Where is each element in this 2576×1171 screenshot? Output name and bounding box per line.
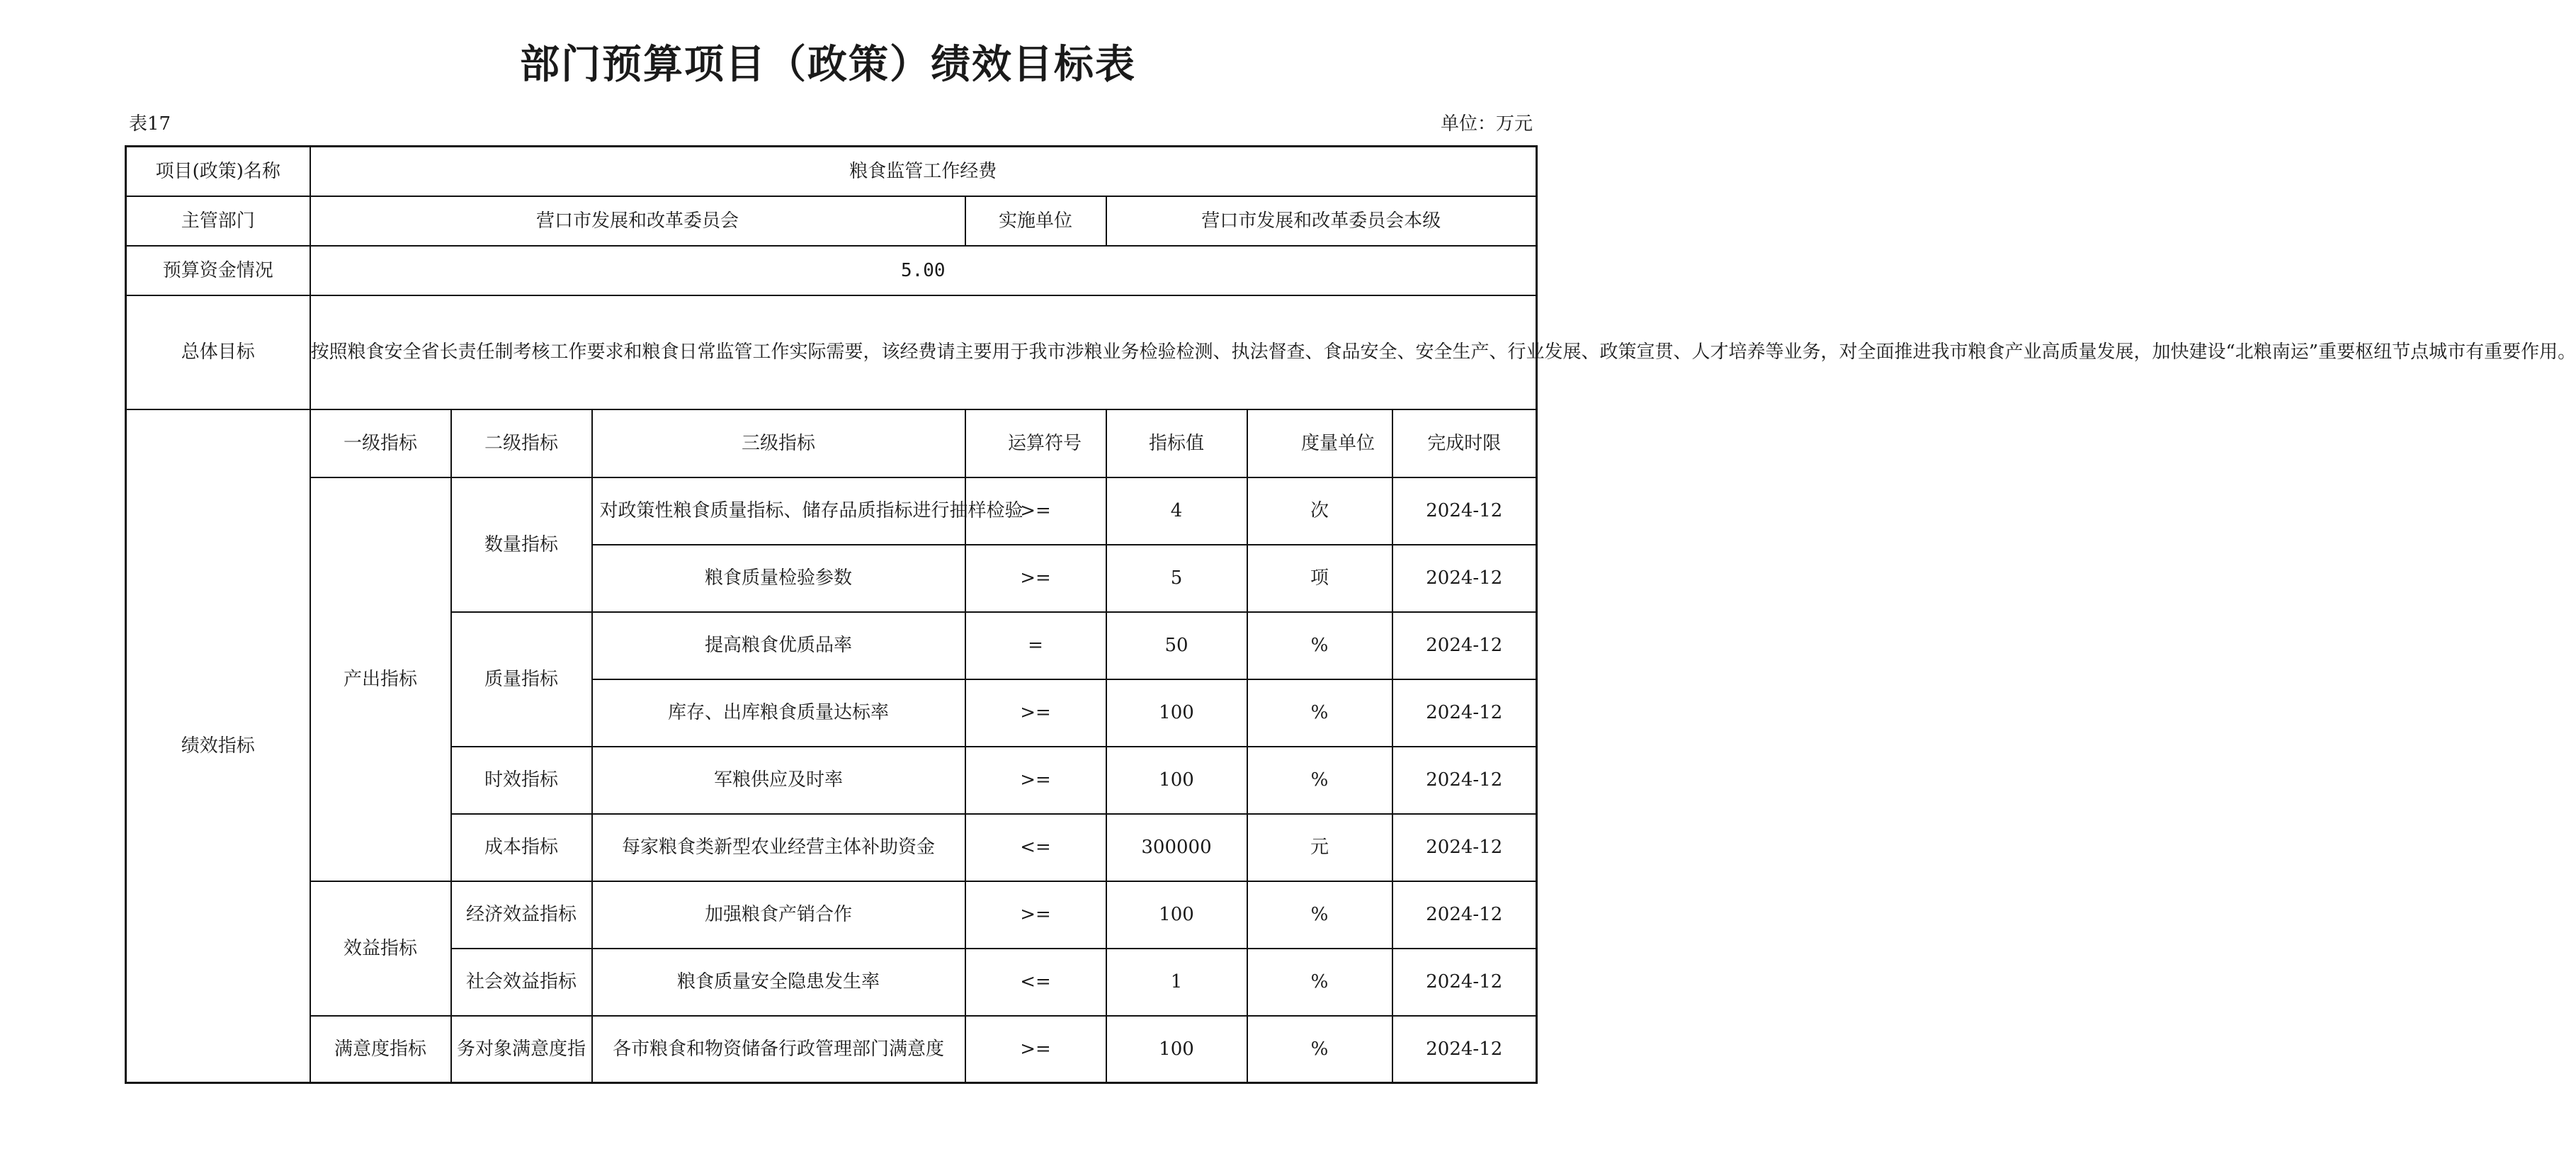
dept-label: 主管部门 [126, 196, 310, 246]
unit-cell: 元 [1247, 814, 1392, 881]
unit-cell: % [1247, 881, 1392, 949]
level2-quantity: 数量指标 [451, 477, 592, 612]
header-measure-unit: 度量单位 [1247, 409, 1392, 477]
unit-cell: % [1247, 679, 1392, 747]
value-cell: 4 [1106, 477, 1247, 545]
indicator-header-row [126, 409, 1537, 477]
project-name-label: 项目(政策)名称 [126, 147, 310, 196]
level3-name: 军粮供应及时率 [592, 747, 965, 814]
table-row [126, 477, 1537, 545]
deadline-cell: 2024-12 [1392, 679, 1537, 747]
deadline-cell: 2024-12 [1392, 814, 1537, 881]
value-cell: 100 [1106, 881, 1247, 949]
deadline-cell: 2024-12 [1392, 881, 1537, 949]
operator-cell: = [965, 612, 1106, 679]
header-level1: 一级指标 [310, 409, 451, 477]
level3-name: 每家粮食类新型农业经营主体补助资金 [592, 814, 965, 881]
level3-name: 对政策性粮食质量指标、储存品质指标进行抽样检验 [592, 477, 965, 545]
operator-cell: <= [965, 949, 1106, 1016]
budget-value: 5.00 [310, 246, 1537, 295]
level3-name: 加强粮食产销合作 [592, 881, 965, 949]
table-row [126, 1016, 1537, 1083]
unit-label: 单位：万元 [1440, 113, 1533, 135]
project-row [126, 147, 1537, 196]
header-target-value: 指标值 [1106, 409, 1247, 477]
project-name-value: 粮食监管工作经费 [310, 147, 1537, 196]
level3-name: 提高粮食优质品率 [592, 612, 965, 679]
deadline-cell: 2024-12 [1392, 949, 1537, 1016]
deadline-cell: 2024-12 [1392, 477, 1537, 545]
deadline-cell: 2024-12 [1392, 747, 1537, 814]
level1-satisfaction: 满意度指标 [310, 1016, 451, 1083]
department-row [126, 196, 1537, 246]
goal-row [126, 295, 1537, 409]
goal-text: 按照粮食安全省长责任制考核工作要求和粮食日常监管工作实际需要，该经费请主要用于我市涉粮业务检验检测、执法督查、食品安全、安全生产、行业发展、政策宣贯、人才培养等业务，对全面推进我市粮食产业高质量发展，加快建设“北粮南运”重要枢纽节点城市有重要作用。 [310, 295, 1537, 409]
operator-cell: >= [965, 679, 1106, 747]
value-cell: 1 [1106, 949, 1247, 1016]
unit-cell: % [1247, 1016, 1392, 1083]
deadline-cell: 2024-12 [1392, 612, 1537, 679]
dept-value: 营口市发展和改革委员会 [310, 196, 965, 246]
level1-benefit: 效益指标 [310, 881, 451, 1016]
performance-table [125, 145, 2576, 1084]
page-title: 部门预算项目（政策）绩效目标表 [520, 42, 1136, 88]
operator-cell: >= [965, 881, 1106, 949]
header-deadline: 完成时限 [1392, 409, 1537, 477]
value-cell: 100 [1106, 679, 1247, 747]
deadline-cell: 2024-12 [1392, 1016, 1537, 1083]
level3-name: 各市粮食和物资储备行政管理部门满意度 [592, 1016, 965, 1083]
unit-cell: % [1247, 949, 1392, 1016]
table-number: 表17 [129, 113, 171, 135]
header-operator: 运算符号 [965, 409, 1106, 477]
value-cell: 300000 [1106, 814, 1247, 881]
operator-cell: >= [965, 1016, 1106, 1083]
level2-timeliness: 时效指标 [451, 747, 592, 814]
value-cell: 5 [1106, 545, 1247, 612]
level2-cost: 成本指标 [451, 814, 592, 881]
level3-name: 粮食质量检验参数 [592, 545, 965, 612]
operator-cell: >= [965, 747, 1106, 814]
operator-cell: >= [965, 477, 1106, 545]
level2-service-satisfaction: 务对象满意度指 [451, 1016, 592, 1083]
budget-label: 预算资金情况 [126, 246, 310, 295]
unit-cell: % [1247, 612, 1392, 679]
level2-economic: 经济效益指标 [451, 881, 592, 949]
unit-cell: 次 [1247, 477, 1392, 545]
level2-quality: 质量指标 [451, 612, 592, 747]
level1-output: 产出指标 [310, 477, 451, 881]
table-row [126, 881, 1537, 949]
unit-cell: 项 [1247, 545, 1392, 612]
operator-cell: >= [965, 545, 1106, 612]
operator-cell: <= [965, 814, 1106, 881]
budget-row [126, 246, 1537, 295]
deadline-cell: 2024-12 [1392, 545, 1537, 612]
value-cell: 100 [1106, 747, 1247, 814]
impl-label: 实施单位 [965, 196, 1106, 246]
impl-value: 营口市发展和改革委员会本级 [1106, 196, 1537, 246]
indicators-section-label: 绩效指标 [126, 409, 310, 1083]
level2-social: 社会效益指标 [451, 949, 592, 1016]
header-level2: 二级指标 [451, 409, 592, 477]
header-level3: 三级指标 [592, 409, 965, 477]
goal-label: 总体目标 [126, 295, 310, 409]
level3-name: 粮食质量安全隐患发生率 [592, 949, 965, 1016]
value-cell: 50 [1106, 612, 1247, 679]
level3-name: 库存、出库粮食质量达标率 [592, 679, 965, 747]
value-cell: 100 [1106, 1016, 1247, 1083]
unit-cell: % [1247, 747, 1392, 814]
